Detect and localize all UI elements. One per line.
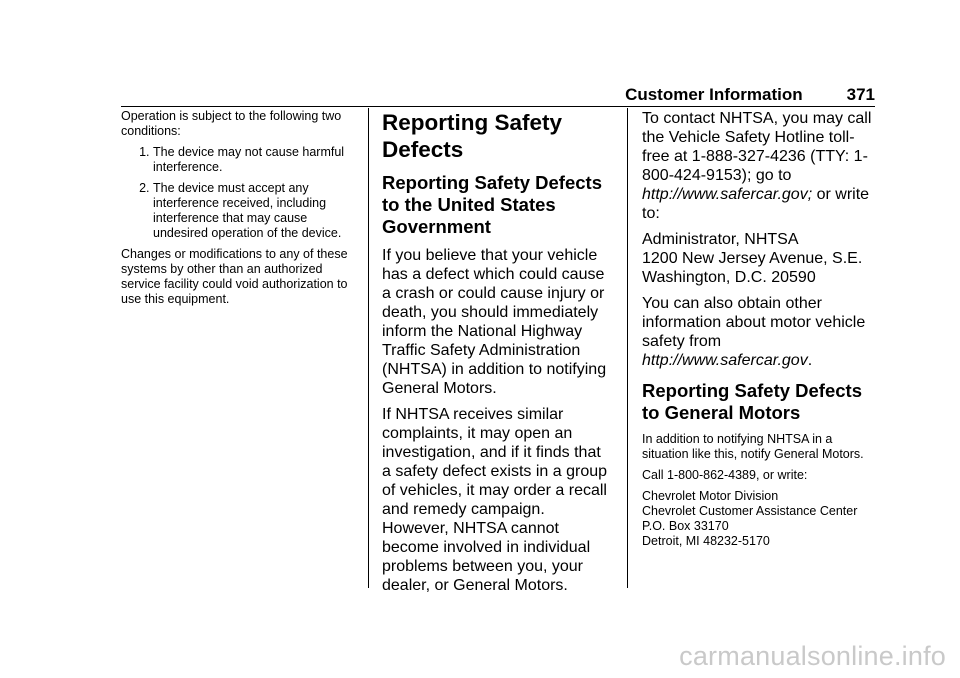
changes-paragraph: Changes or modifications to any of these systems by other than an authorized service facility could void authorization to use this equipment.: [121, 247, 348, 306]
gm-call-paragraph: Call 1-800-862-4389, or write:: [642, 468, 808, 482]
condition-item: 1. The device may not cause harmful interference.: [153, 145, 361, 175]
column-divider-1: [368, 108, 369, 588]
header-rule: [121, 106, 875, 107]
column-divider-2: [627, 108, 628, 588]
nhtsa-address: Administrator, NHTSA 1200 New Jersey Avenue, S.E. Washington, D.C. 20590: [642, 231, 863, 286]
page-number: 371: [846, 85, 875, 104]
general-motors-heading: Reporting Safety Defects to General Motors: [642, 380, 862, 423]
conditions-intro: Operation is subject to the following two conditions:: [121, 109, 342, 138]
obtain-paragraph: You can also obtain other information about motor vehicle safety from http://www.safercar.gov.: [642, 295, 866, 369]
investigation-paragraph: If NHTSA receives similar complaints, it may open an investigation, and if it finds that a safety defect exists in a group of vehicles, it may order a recall and remedy campaign. However, NHTSA cannot become involved in individual problems between you, your dealer, or General Motors.: [382, 406, 608, 594]
contact-paragraph: To contact NHTSA, you may call the Vehicle Safety Hotline toll-free at 1-888-327-4236 (TTY: 1-800-424-9153); go to http://www.safercar.gov; or write to:: [642, 110, 872, 222]
column-3: [642, 109, 880, 555]
column-2: [382, 109, 614, 602]
safercar-link[interactable]: http://www.safercar.gov;: [642, 186, 813, 203]
defect-paragraph: If you believe that your vehicle has a defect which could cause a crash or could cause injury or death, you should immediately inform the National Highway Traffic Safety Administration (NHTSA) in addition to notifying General Motors.: [382, 247, 607, 397]
conditions-list: [121, 145, 361, 241]
page-header: [121, 84, 875, 106]
condition-item: 2. The device must accept any interference received, including interference that may cause undesired operation of the device.: [153, 181, 361, 241]
gm-address: Chevrolet Motor Division Chevrolet Customer Assistance Center P.O. Box 33170 Detroit, MI 48232-5170: [642, 489, 858, 548]
gm-notify-paragraph: In addition to notifying NHTSA in a situation like this, notify General Motors.: [642, 432, 864, 461]
column-1: [121, 109, 361, 313]
main-heading: Reporting Safety Defects: [382, 110, 563, 162]
watermark: carmanualsonline.info: [679, 641, 946, 671]
section-title: Customer Information: [625, 85, 803, 104]
safercar-link-2[interactable]: http://www.safercar.gov: [642, 352, 808, 369]
us-government-heading: Reporting Safety Defects to the United States Government: [382, 172, 602, 237]
